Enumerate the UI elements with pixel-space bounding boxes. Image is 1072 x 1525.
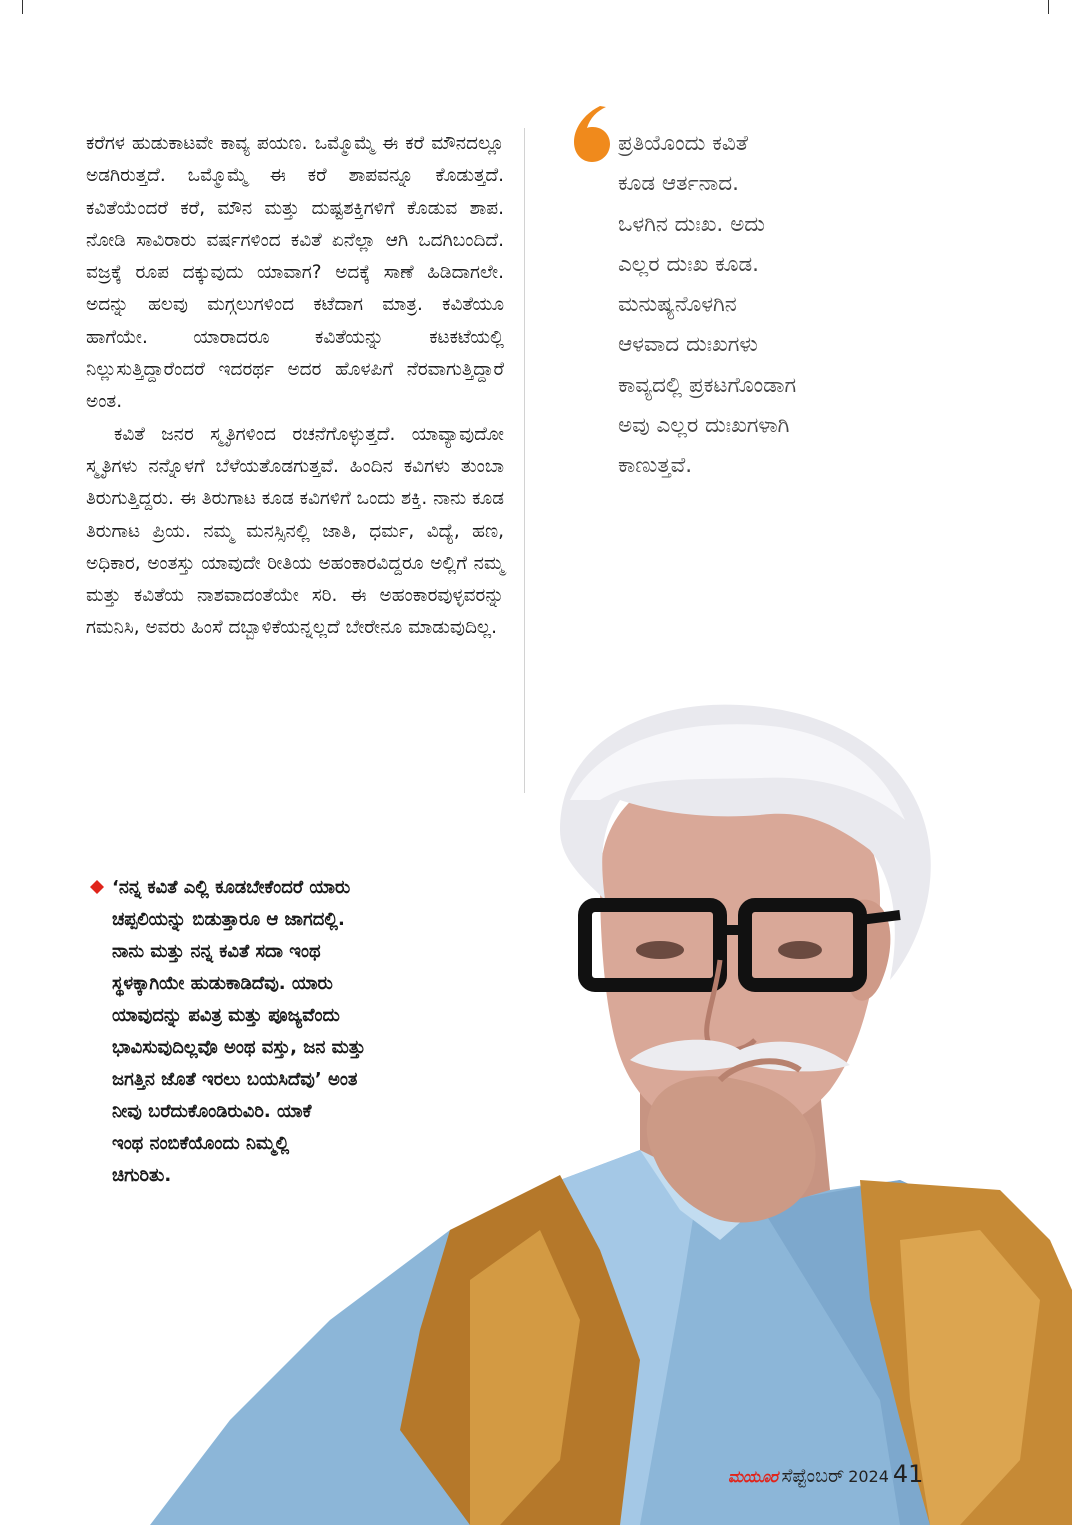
pull-quote-line: ಮನುಷ್ಯನೊಳಗಿನ <box>618 292 737 318</box>
article-paragraph: ಕರೆಗಳ ಹುಡುಕಾಟವೇ ಕಾವ್ಯ ಪಯಣ. ಒಮ್ಮೊಮ್ಮೆ ಈ ಕರೆ ಮೌನದಲ್ಲೂ ಅಡಗಿರುತ್ತದೆ. ಒಮ್ಮೊಮ್ಮೆ ಈ ಕರೆ ಶಾಪವನ್ನೂ ಕೊಡುತ್ತದೆ. ಕವಿತೆಯೆಂದರೆ ಕರೆ, ಮೌನ ಮತ್ತು ದುಷ್ಟಶಕ್ತಿಗಳಿಗೆ ಕೊಡುವ ಶಾಪ. ನೋಡಿ ಸಾವಿರಾರು ವರ್ಷಗಳಿಂದ ಕವಿತೆ ಏನೆಲ್ಲಾ ಆಗಿ ಒದಗಿಬಂದಿದೆ. ವಜ್ರಕ್ಕೆ ರೂಪ ದಕ್ಕುವುದು ಯಾವಾಗ? ಅದಕ್ಕೆ ಸಾಣೆ ಹಿಡಿದಾಗಲೇ. ಅದನ್ನು ಹಲವು ಮಗ್ಗಲುಗಳಿಂದ ಕಟೆದಾಗ ಮಾತ್ರ. ಕವಿತೆಯೂ ಹಾಗೆಯೇ. ಯಾರಾದರೂ ಕವಿತೆಯನ್ನು ಕಟಕಟೆಯಲ್ಲಿ ನಿಲ್ಲುಸುತ್ತಿದ್ದಾರೆಂದರೆ ಇದರರ್ಥ ಅದರ ಹೊಳಪಿಗೆ ನೆರವಾಗುತ್ತಿದ್ದಾರೆ ಅಂತ. <box>86 133 504 413</box>
pull-quote-line: ಪ್ರತಿಯೊಂದು ಕವಿತೆ <box>618 131 748 156</box>
question-line: ಜಗತ್ತಿನ ಜೊತೆ ಇರಲು ಬಯಸಿದೆವು’ ಅಂತ <box>112 1069 358 1090</box>
article-paragraph: ಕವಿತೆ ಜನರ ಸ್ಮೃತಿಗಳಿಂದ ರಚನೆಗೊಳ್ಳುತ್ತದೆ. ಯಾವ್ಯಾವುದೋ ಸ್ಮೃತಿಗಳು ನನ್ನೊಳಗೆ ಬೆಳೆಯತೊಡಗುತ್ತವೆ. ಹಿಂದಿನ ಕವಿಗಳು ತುಂಬಾ ತಿರುಗುತ್ತಿದ್ದರು. ಈ ತಿರುಗಾಟ ಕೂಡ ಕವಿಗಳಿಗೆ ಒಂದು ಶಕ್ತಿ. ನಾನು ಕೂಡ ತಿರುಗಾಟ ಪ್ರಿಯ. ನಮ್ಮ ಮನಸ್ಸಿನಲ್ಲಿ ಜಾತಿ, ಧರ್ಮ, ವಿದ್ಯೆ, ಹಣ, ಅಧಿಕಾರ, ಅಂತಸ್ತು ಯಾವುದೇ ರೀತಿಯ ಅಹಂಕಾರವಿದ್ದರೂ ಅಲ್ಲಿಗೆ ನಮ್ಮ ಮತ್ತು ಕವಿತೆಯ ನಾಶವಾದಂತೆಯೇ ಸರಿ. ಈ ಅಹಂಕಾರವುಳ್ಳವರನ್ನು ಗಮನಿಸಿ, ಅವರು ಹಿಂಸೆ ದಬ್ಬಾಳಿಕೆಯನ್ನಲ್ಲದೆ ಬೇರೇನೂ ಮಾಡುವುದಿಲ್ಲ. <box>86 423 504 639</box>
question-line: ಭಾವಿಸುವುದಿಲ್ಲವೊ ಅಂಥ ವಸ್ತು, ಜನ ಮತ್ತು <box>112 1037 366 1058</box>
question-line: ನಾನು ಮತ್ತು ನನ್ನ ಕವಿತೆ ಸದಾ ಇಂಥ <box>112 941 321 962</box>
crop-mark <box>1048 0 1049 14</box>
magazine-logo: ಮಯೂರ <box>728 1467 778 1486</box>
interview-question <box>90 872 490 1192</box>
question-line: ಚಿಗುರಿತು. <box>112 1165 172 1186</box>
pull-quote-line: ಕಾವ್ಯದಲ್ಲಿ ಪ್ರಕಟಗೊಂಡಾಗ <box>618 372 797 398</box>
question-line: ಇಂಥ ನಂಬಿಕೆಯೊಂದು ನಿಮ್ಮಲ್ಲಿ <box>112 1133 290 1154</box>
question-line: ನೀವು ಬರೆದುಕೊಂಡಿರುವಿರಿ. ಯಾಕೆ <box>112 1101 312 1122</box>
article-column <box>86 128 504 645</box>
diamond-bullet-icon <box>90 880 104 894</box>
issue-month: ಸೆಪ್ಟೆಂಬರ್ <box>781 1465 845 1487</box>
pull-quote-line: ಕಾಣುತ್ತವೆ. <box>618 453 693 479</box>
crop-mark <box>22 0 23 14</box>
issue-year: 2024 <box>848 1467 889 1486</box>
question-line: ಚಪ್ಪಲಿಯನ್ನು ಬಿಡುತ್ತಾರೂ ಆ ಜಾಗದಲ್ಲಿ. <box>112 909 345 930</box>
pull-quote-line: ಕೂಡ ಆರ್ತನಾದ. <box>618 171 739 197</box>
quote-mark-icon <box>570 104 614 164</box>
pull-quote-line: ಒಳಗಿನ ದುಃಖ. ಅದು <box>618 211 765 237</box>
page-footer <box>728 1460 968 1500</box>
pull-quote <box>618 124 918 487</box>
pull-quote-line: ಅವು ಎಲ್ಲರ ದುಃಖಗಳಾಗಿ <box>618 413 790 439</box>
page-number: 41 <box>892 1460 924 1488</box>
question-line: ಸ್ಥಳಕ್ಕಾಗಿಯೇ ಹುಡುಕಾಡಿದೆವು. ಯಾರು <box>112 973 333 994</box>
pull-quote-line: ಆಳವಾದ ದುಃಖಗಳು <box>618 332 758 358</box>
question-line: ‘ನನ್ನ ಕವಿತೆ ಎಲ್ಲಿ ಕೂಡಬೇಕೆಂದರೆ ಯಾರು <box>112 877 351 898</box>
question-line: ಯಾವುದನ್ನು ಪವಿತ್ರ ಮತ್ತು ಪೂಜ್ಯವೆಂದು <box>112 1005 340 1026</box>
pull-quote-line: ಎಲ್ಲರ ದುಃಖ ಕೂಡ. <box>618 251 759 277</box>
